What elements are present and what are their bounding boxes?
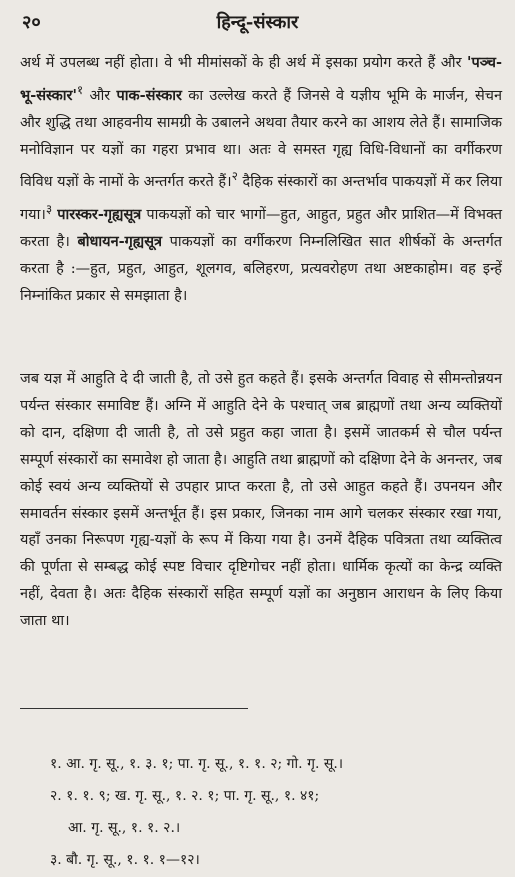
footnote-ref-1: १ bbox=[76, 82, 84, 97]
footnote-1: १. आ. गृ. सू., १. ३. १; पा. गृ. सू., १. १. २; गो. गृ. सू.। bbox=[50, 756, 344, 772]
paragraph-1 bbox=[20, 50, 502, 310]
term-pancha-bhu-samskara: 'पञ्च-भू-संस्कार' bbox=[20, 54, 502, 104]
term-paraskara-grihyasutra: पारस्कर-गृह्यसूत्र bbox=[57, 206, 142, 224]
text-run: का उल्लेख करते हैं जिनसे वे यज्ञीय भूमि के मार्जन, सेचन और शुद्धि तथा आहवनीय सामग्री के उबालने अथवा तैयार करने का आशय लेते हैं। सामाजिक मनोविज्ञान पर यज्ञों का गहरा प्रभाव था। अतः वे समस्त गृह्य विधि-विधानों का वर्गीकरण विविध यज्ञों के नामों के अन्तर्गत करते हैं। bbox=[20, 87, 502, 191]
paragraph-2-text: जब यज्ञ में आहुति दे दी जाती है, तो उसे हुत कहते हैं। इसके अन्तर्गत विवाह से सीमन्तोन्नयन पर्यन्त संस्कार समाविष्ट हैं। अग्नि में आहुति देने के पश्चात् जब ब्राह्मणों तथा अन्य व्यक्तियों को दान, दक्षिणा दी जाती है, तो उसे प्रहुत कहा जाता है। इसमें जातकर्म से चौल पर्यन्त सम्पूर्ण संस्कारों का समावेश हो जाता है। आहुति तथा ब्राह्मणों को दक्षिणा देने के अनन्तर, जब कोई स्वयं अन्य व्यक्तियों से उपहार प्राप्त करता है, तो उसे आहुत कहते हैं। उपनयन और समावर्तन संस्कार इसमें अन्तर्भूत हैं। इस प्रकार, जिनका नाम आगे चलकर संस्कार रखा गया, यहाँ उनका निरूपण गृह्य-यज्ञों के रूप में किया गया है। उनमें दैहिक पवित्रता तथा व्यक्तित्व की पूर्णता से सम्बद्ध कोई स्पष्ट विचार दृष्टिगोचर नहीं होता। धार्मिक कृत्यों का केन्द्र व्यक्ति नहीं, देवता है। अतः दैहिक संस्कारों सहित सम्पूर्ण यज्ञों का अनुष्ठान आराधन के लिए किया जाता था। bbox=[20, 371, 502, 630]
footnote-2: २. १. १. ९; ख. गृ. सू., १. २. १; पा. गृ. सू., १. ४१; bbox=[50, 788, 320, 804]
term-bodhayana-grihyasutra: बोधायन-गृह्यसूत्र bbox=[77, 232, 163, 250]
footnote-ref-3: ३ bbox=[45, 202, 53, 217]
page-number: २० bbox=[22, 12, 41, 33]
paragraph-2 bbox=[20, 366, 502, 635]
footnote-3: ३. बौ. गृ. सू., १. १. १—१२। bbox=[50, 852, 200, 868]
term-paka-samskara: पाक-संस्कार bbox=[116, 86, 182, 104]
text-run: और bbox=[83, 87, 117, 104]
running-title: हिन्दू-संस्कार bbox=[216, 12, 299, 33]
text-run: पाकयज्ञों का वर्गीकरण निम्नलिखित सात शीर्षकों के अन्तर्गत करता है :—हुत, प्रहुत, आहुत, शूलगव, बलिहरण, प्रत्यवरोहण तथा अष्टकाहोम। वह इन्हें निम्नांकित प्रकार से समझाता है। bbox=[20, 233, 503, 304]
page-header bbox=[0, 0, 515, 44]
text-run: दैहिक संस्कारों का अन्तर्भाव पाकयज्ञों में कर लिया गया। bbox=[20, 174, 502, 224]
footnotes bbox=[50, 748, 500, 876]
text-run: पाकयज्ञों को चार भागों—हुत, आहुत, प्रहुत और प्राशित—में विभक्त करता है। bbox=[20, 207, 502, 250]
footnote-2-continued: आ. गृ. सू., १. १. २.। bbox=[68, 820, 181, 836]
footnote-ref-2: २ bbox=[231, 169, 238, 184]
footnote-divider bbox=[20, 708, 248, 709]
text-run: अर्थ में उपलब्ध नहीं होता। वे भी मीमांसकों के ही अर्थ में इसका प्रयोग करते हैं और bbox=[20, 55, 468, 71]
